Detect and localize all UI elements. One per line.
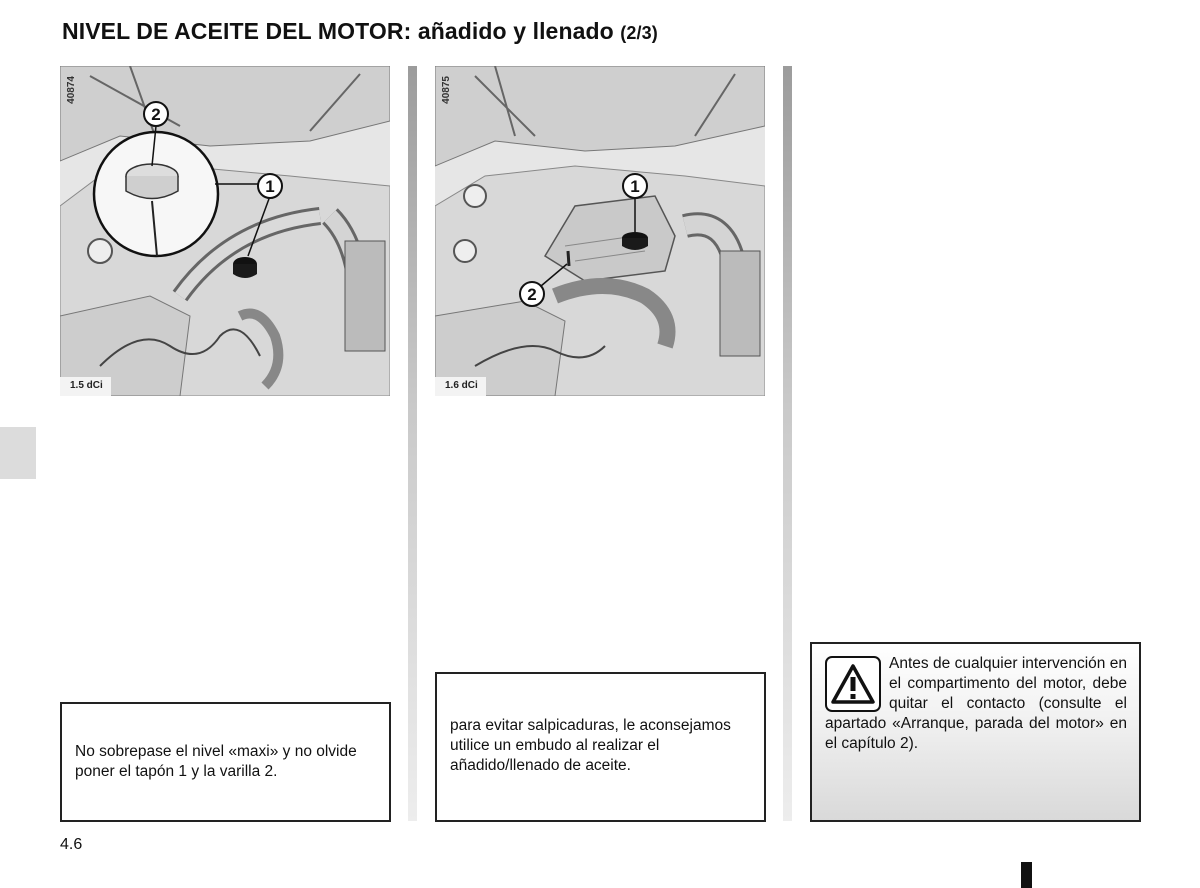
svg-text:1: 1	[265, 177, 275, 196]
callout-badges-1	[60, 66, 390, 396]
engine-figure-2	[435, 66, 765, 396]
callout-1	[258, 174, 282, 198]
column-divider-1	[408, 66, 417, 821]
title-text: NIVEL DE ACEITE DEL MOTOR: añadido y llenado	[62, 18, 614, 44]
callout-1	[623, 174, 647, 198]
callout-badges-2	[435, 66, 765, 396]
section-tab	[0, 427, 36, 479]
page-number: 4.6	[60, 836, 83, 853]
callout-2	[144, 102, 168, 126]
figure-code: 40874	[66, 76, 77, 104]
figure-code: 40875	[441, 76, 452, 104]
svg-text:2: 2	[527, 285, 537, 304]
title-part: (2/3)	[620, 23, 658, 43]
engine-label: 1.5 dCi	[60, 377, 111, 396]
column-divider-2	[783, 66, 792, 821]
warning-text: Antes de cualquier intervención en el compartimento del motor, debe quitar el contacto (consulte el apartado «Arranque, parada del motor» en el capítulo 2).	[825, 655, 1127, 752]
note-box-funnel	[435, 672, 766, 822]
note-text-level: No sobrepase el nivel «maxi» y no olvide poner el tapón 1 y la varilla 2.	[75, 743, 357, 780]
callout-2	[520, 282, 544, 306]
page-title	[62, 18, 658, 45]
engine-label: 1.6 dCi	[435, 377, 486, 396]
note-box-level	[60, 702, 391, 822]
warning-box	[810, 642, 1141, 822]
note-text-funnel: para evitar salpicaduras, le aconsejamos utilice un embudo al realizar el añadido/llenado de aceite.	[450, 717, 731, 774]
engine-figure-1	[60, 66, 390, 396]
svg-text:1: 1	[630, 177, 640, 196]
warning-triangle-icon	[825, 656, 881, 712]
svg-text:2: 2	[151, 105, 161, 124]
end-of-section-mark	[1021, 862, 1032, 888]
